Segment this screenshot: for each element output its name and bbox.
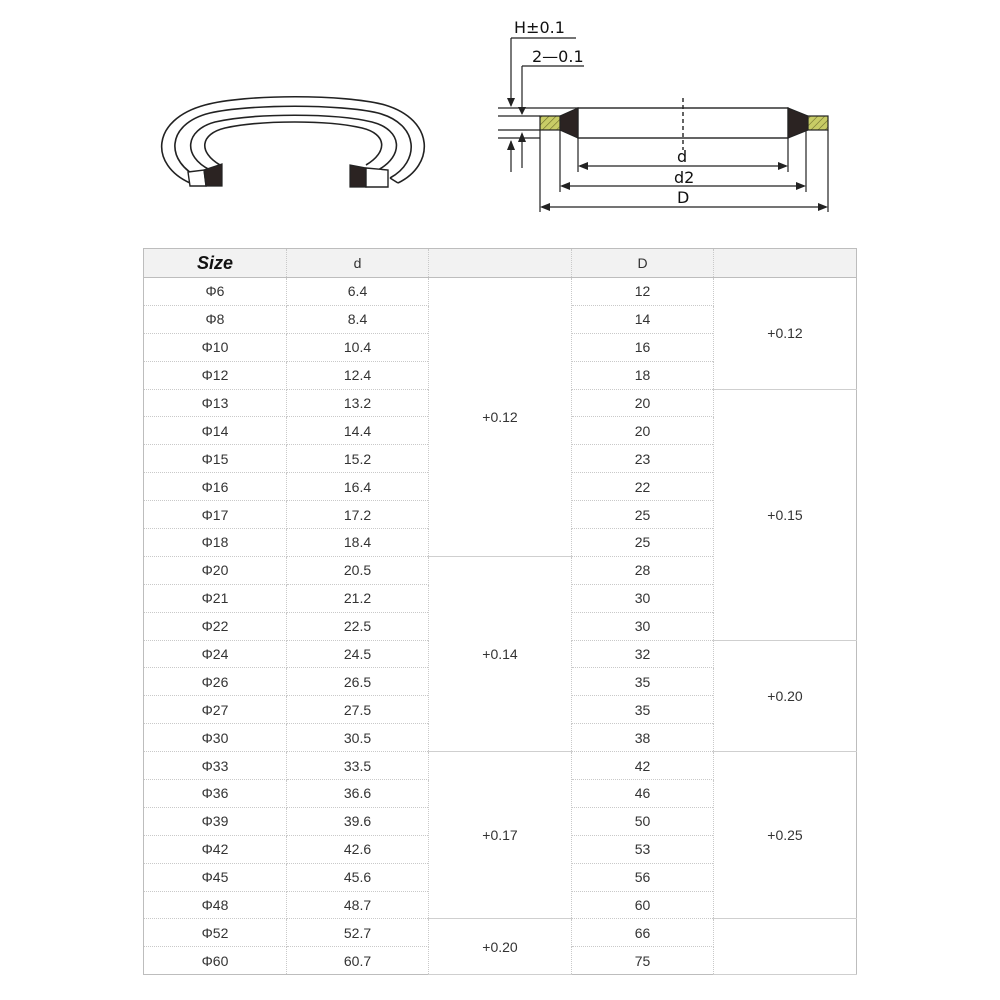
header-D: D: [572, 249, 714, 278]
size-cell: Φ27: [144, 696, 287, 724]
table-header-row: [144, 249, 857, 278]
D-cell: 20: [572, 417, 714, 445]
d-cell: 33.5: [287, 752, 429, 780]
size-cell: Φ60: [144, 947, 287, 975]
D-cell: 35: [572, 696, 714, 724]
h-tolerance-label: H±0.1: [514, 18, 565, 37]
D-cell: 14: [572, 305, 714, 333]
d-cell: 16.4: [287, 473, 429, 501]
size-cell: Φ8: [144, 305, 287, 333]
table-row: [144, 752, 857, 780]
D-cell: 30: [572, 584, 714, 612]
d-cell: 6.4: [287, 278, 429, 306]
size-cell: Φ10: [144, 333, 287, 361]
seal-ring-illustration: [0, 0, 1000, 240]
D-cell: 32: [572, 640, 714, 668]
header-size: Size: [144, 249, 287, 278]
table-row: [144, 919, 857, 947]
d-cell: 21.2: [287, 584, 429, 612]
d-cell: 39.6: [287, 807, 429, 835]
D-cell: 16: [572, 333, 714, 361]
d-cell: 26.5: [287, 668, 429, 696]
header-d: d: [287, 249, 429, 278]
d-cell: 22.5: [287, 612, 429, 640]
header-d-tolerance: [429, 249, 572, 278]
d-cell: 48.7: [287, 891, 429, 919]
size-cell: Φ33: [144, 752, 287, 780]
D-cell: 38: [572, 724, 714, 752]
left-wedge: [560, 108, 578, 138]
table-row: [144, 278, 857, 306]
size-cell: Φ18: [144, 529, 287, 557]
size-cell: Φ15: [144, 445, 287, 473]
D-cell: 75: [572, 947, 714, 975]
d-cell: 30.5: [287, 724, 429, 752]
chamfer-label: 2—0.1: [532, 47, 584, 66]
size-cell: Φ39: [144, 807, 287, 835]
d-cell: 24.5: [287, 640, 429, 668]
size-cell: Φ45: [144, 863, 287, 891]
D-cell: 35: [572, 668, 714, 696]
size-cell: Φ21: [144, 584, 287, 612]
d-tolerance-cell: +0.20: [429, 919, 572, 975]
d-cell: 10.4: [287, 333, 429, 361]
size-cell: Φ20: [144, 556, 287, 584]
size-cell: Φ14: [144, 417, 287, 445]
d-cell: 27.5: [287, 696, 429, 724]
D-cell: 18: [572, 361, 714, 389]
size-cell: Φ12: [144, 361, 287, 389]
spec-table: [143, 248, 857, 975]
D-tolerance-cell: +0.15: [714, 389, 857, 640]
D-cell: 53: [572, 835, 714, 863]
D-cell: 25: [572, 529, 714, 557]
D-tolerance-cell: +0.12: [714, 278, 857, 390]
D-cell: 66: [572, 919, 714, 947]
size-cell: Φ24: [144, 640, 287, 668]
size-cell: Φ48: [144, 891, 287, 919]
size-cell: Φ22: [144, 612, 287, 640]
D-cell: 20: [572, 389, 714, 417]
d-cell: 12.4: [287, 361, 429, 389]
d-cell: 60.7: [287, 947, 429, 975]
d-cell: 52.7: [287, 919, 429, 947]
D-cell: 46: [572, 780, 714, 808]
D-cell: 50: [572, 807, 714, 835]
size-cell: Φ6: [144, 278, 287, 306]
d-cell: 17.2: [287, 501, 429, 529]
size-cell: Φ36: [144, 780, 287, 808]
ring-cut-left: [188, 170, 206, 186]
d-cell: 18.4: [287, 529, 429, 557]
D-tolerance-cell: +0.25: [714, 752, 857, 919]
D-cell: 22: [572, 473, 714, 501]
d-label: d: [677, 147, 688, 166]
size-cell: Φ52: [144, 919, 287, 947]
left-hatch-section: [540, 116, 562, 130]
right-hatch-section: [806, 116, 828, 130]
D-cell: 23: [572, 445, 714, 473]
D-cell: 30: [572, 612, 714, 640]
d-cell: 45.6: [287, 863, 429, 891]
D-cell: 12: [572, 278, 714, 306]
D-cell: 56: [572, 863, 714, 891]
header-D-tolerance: [714, 249, 857, 278]
size-cell: Φ16: [144, 473, 287, 501]
d-tolerance-cell: +0.14: [429, 556, 572, 751]
d2-label: d2: [674, 168, 695, 187]
size-cell: Φ17: [144, 501, 287, 529]
D-cell: 60: [572, 891, 714, 919]
size-cell: Φ42: [144, 835, 287, 863]
d-cell: 20.5: [287, 556, 429, 584]
diagram-area: [0, 0, 1000, 240]
ring-cut-right-wedge: [350, 165, 366, 187]
D-cell: 25: [572, 501, 714, 529]
table-body: [144, 278, 857, 975]
ring-cut-right: [366, 168, 388, 187]
D-label: D: [677, 188, 690, 207]
d-cell: 15.2: [287, 445, 429, 473]
size-cell: Φ30: [144, 724, 287, 752]
d-cell: 8.4: [287, 305, 429, 333]
size-cell: Φ13: [144, 389, 287, 417]
cross-section-view: [498, 18, 828, 212]
D-cell: 42: [572, 752, 714, 780]
d-cell: 42.6: [287, 835, 429, 863]
D-cell: 28: [572, 556, 714, 584]
right-wedge: [788, 108, 808, 138]
d-tolerance-cell: +0.12: [429, 278, 572, 557]
D-tolerance-cell: +0.20: [714, 640, 857, 752]
d-cell: 36.6: [287, 780, 429, 808]
d-cell: 13.2: [287, 389, 429, 417]
size-cell: Φ26: [144, 668, 287, 696]
d-tolerance-cell: +0.17: [429, 752, 572, 919]
D-tolerance-cell: [714, 919, 857, 975]
d-cell: 14.4: [287, 417, 429, 445]
